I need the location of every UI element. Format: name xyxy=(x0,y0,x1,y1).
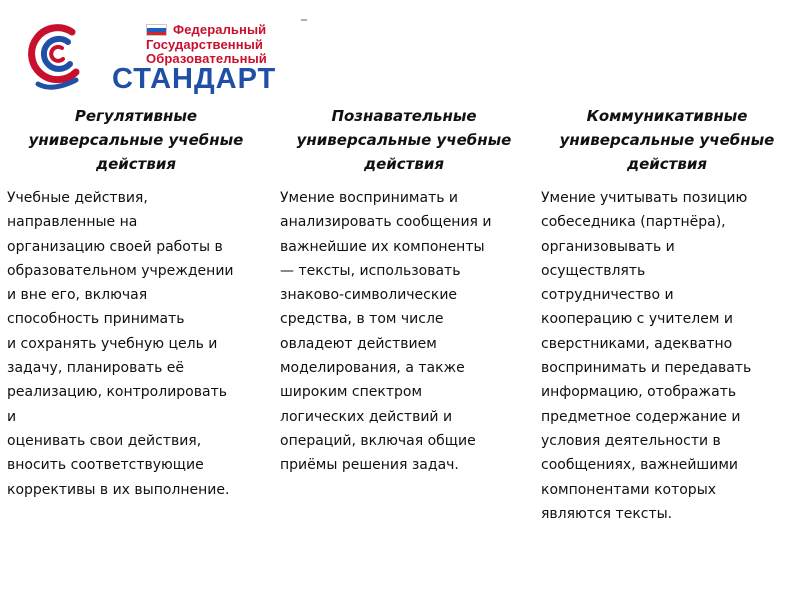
column-regulative xyxy=(7,100,265,502)
column-title: Познавательные универсальные учебные действия xyxy=(296,107,512,173)
column-cognitive xyxy=(280,100,528,478)
column-text: Умение учитывать позицию собеседника (партнёра), организовывать и осуществлять сотрудничество и кооперацию с учителем и сверстниками, адекватно воспринимать и передавать информацию, отображать предметное содержание и условия деятельности в сообщениях, важнейшими компонентами которых являются тексты. xyxy=(541,190,752,522)
russian-flag-icon xyxy=(146,24,167,36)
logo-line-3: Образовательный xyxy=(146,51,267,66)
column-communicative xyxy=(541,100,793,526)
column-text: Учебные действия, направленные на организацию своей работы в образовательном учреждении и вне его, включая способность принимать и сохранять учебную цель и задачу, планировать её реализацию, контролировать и оценивать свои действия, вносить соответствующие коррективы в их выполнение. xyxy=(7,190,234,498)
logo-line-1: Федеральный xyxy=(173,22,267,37)
decorative-dash xyxy=(301,19,307,21)
logo-standard-word: СТАНДАРТ xyxy=(112,63,277,95)
fgos-logo xyxy=(28,18,278,98)
column-title: Коммуникативные универсальные учебные действия xyxy=(559,107,775,173)
column-title: Регулятивные универсальные учебные действия xyxy=(28,107,244,173)
column-text: Умение воспринимать и анализировать сообщения и важнейшие их компоненты — тексты, использовать знаково-символические средства, в том числе овладеют действием моделирования, а также широким спектром логических действий и операций, включая общие приёмы решения задач. xyxy=(280,190,492,474)
fgos-emblem-icon xyxy=(28,22,90,94)
logo-line-2: Государственный xyxy=(146,37,263,52)
